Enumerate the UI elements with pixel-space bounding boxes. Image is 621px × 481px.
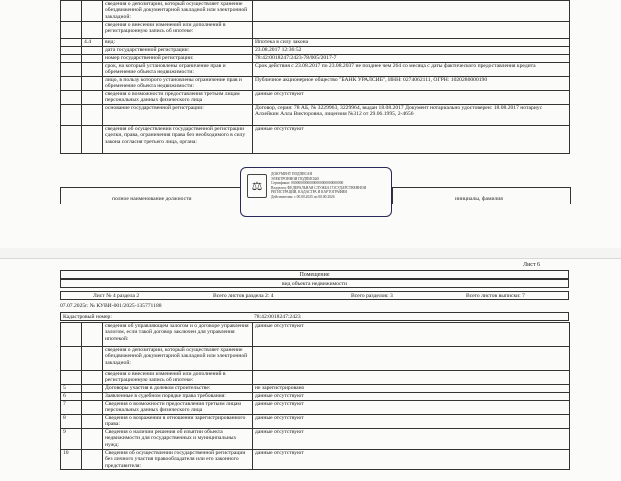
row-value: данные отсутствуют (253, 126, 570, 154)
row-subnumber (82, 385, 103, 393)
row-label: Сведения об осуществлении государственной регистрации без личного участия правообладателя или его законного представителя: (103, 450, 253, 470)
row-value (253, 1, 570, 22)
encumbrance-table-page2 (60, 322, 570, 470)
table-row (61, 22, 570, 39)
row-label: Договоры участия в долевом строительстве: (103, 385, 253, 393)
row-subnumber (82, 323, 103, 347)
table-row (61, 323, 570, 347)
row-number: 10 (61, 450, 82, 470)
name-caption: инициалы, фамилия (455, 196, 503, 202)
row-number (61, 1, 82, 22)
row-subnumber (82, 371, 103, 385)
table-row (61, 385, 570, 393)
row-label: сведения о депозитарии, который осуществляет хранение обездвиженной документарной закладной или электронной закладной: (103, 347, 253, 371)
row-number (61, 126, 82, 154)
row-label: лицо, в пользу которого установлены ограничение прав и обременение объекта недвижимости: (103, 77, 253, 91)
row-label: вид: (103, 39, 253, 47)
object-title: Помещение (60, 270, 569, 279)
row-subnumber (82, 55, 103, 63)
stamp-line: ЭЛЕКТРОННОЙ ПОДПИСЬЮ (271, 176, 320, 181)
row-number (61, 91, 82, 105)
row-number (61, 22, 82, 39)
table-row (61, 347, 570, 371)
stamp-line: РЕГИСТРАЦИИ, КАДАСТРА И КАРТОГРАФИИ (271, 190, 347, 195)
stamp-line: Действителен: с 00.00.2025 по 00.00.2026 (271, 194, 335, 199)
row-value: не зарегистрировано (253, 385, 570, 393)
stamp-line: Сертификат: 00000000000000000000000000000 (271, 181, 344, 186)
row-label: Сведения о возможности предоставления третьим лицам персональных данных физического лица (103, 401, 253, 415)
row-value: Ипотека в силу закона (253, 39, 570, 47)
row-value: данные отсутствуют (253, 91, 570, 105)
row-value: данные отсутствуют (253, 450, 570, 470)
row-label: сведения о внесении изменений или дополнений в регистрационную запись об ипотеке: (103, 371, 253, 385)
stamp-line: Владелец: ФЕДЕРАЛЬНАЯ СЛУЖБА ГОСУДАРСТВЕННОЙ (271, 185, 367, 190)
row-value (253, 22, 570, 39)
row-label: основание государственной регистрации: (103, 105, 253, 126)
row-value (253, 347, 570, 371)
row-value: 78:42:0018247:2423-78/005/2017-7 (253, 55, 570, 63)
row-value: Договор, серия: 78 АБ, № 3229963, 3229964, выдан 18.08.2017 Документ нотариально удостоверен: 18.08.2017 нотариус Алхейкин Алла Викторовна, лицензия №312 от 29.06.1995, 2-4656 (253, 105, 570, 126)
row-label: Заявленные в судебном порядке права требования: (103, 393, 253, 401)
table-row (61, 1, 570, 22)
table-row (61, 63, 570, 77)
table-row (61, 77, 570, 91)
row-value: Срок действия с 23.08.2017 по 23.08.2037 не позднее чем 264 со месяца с даты фактического предоставления кредита (253, 63, 570, 77)
cadastral-number: 78:42:0018247:2423 (254, 314, 301, 320)
sheet-info-row (60, 291, 569, 300)
object-subtitle: вид объекта недвижимости (60, 279, 569, 288)
page-number: Лист 6 (523, 262, 541, 268)
row-subnumber (82, 126, 103, 154)
table-row (61, 450, 570, 470)
row-label: номер государственной регистрации: (103, 55, 253, 63)
row-value: Публичное акционерное общество "БАНК УРАЛСИБ", ИНН: 0274062111, ОГРН: 1020280000190 (253, 77, 570, 91)
row-label: сведения об осуществлении государственной регистрации сделки, права, ограничения права без необходимого в силу закона согласия третьего лица, органа: (103, 126, 253, 154)
row-number: 8 (61, 415, 82, 429)
row-subnumber (82, 47, 103, 55)
row-value: данные отсутствуют (253, 393, 570, 401)
encumbrance-table-page1 (60, 0, 570, 154)
cadastral-row (60, 312, 569, 321)
table-row (61, 393, 570, 401)
row-value: данные отсутствуют (253, 415, 570, 429)
table-row (61, 55, 570, 63)
row-number (61, 105, 82, 126)
cadastral-label: Кадастровый номер: (63, 314, 112, 320)
total-sections: Всего разделов: 3 (351, 293, 393, 299)
row-subnumber (82, 77, 103, 91)
row-subnumber (82, 401, 103, 415)
row-value: 23.08.2017 12:36:52 (253, 47, 570, 55)
table-row (61, 39, 570, 47)
row-label: Сведения о возражении в отношении зарегистрированного права: (103, 415, 253, 429)
row-number: 6 (61, 393, 82, 401)
sheet-number: Лист № 4 раздела 2 (93, 293, 140, 299)
row-subnumber (82, 415, 103, 429)
row-number: 9 (61, 429, 82, 450)
coat-of-arms-icon: ⚖ (247, 174, 267, 198)
row-value (253, 371, 570, 385)
row-number (61, 77, 82, 91)
stamp-line: ДОКУМЕНТ ПОДПИСАН (271, 172, 313, 176)
table-row (61, 401, 570, 415)
total-sheets-section: Всего листов раздела 2: 4 (213, 293, 274, 299)
table-row (61, 371, 570, 385)
row-label: дата государственной регистрации: (103, 47, 253, 55)
row-label: сведения о внесении изменений или дополнений в регистрационную запись об ипотеке: (103, 22, 253, 39)
table-row (61, 415, 570, 429)
row-number: 7 (61, 401, 82, 415)
total-extract-sheets: Всего листов выписки: 7 (466, 293, 525, 299)
row-subnumber (82, 393, 103, 401)
row-value: данные отсутствуют (253, 323, 570, 347)
row-subnumber (82, 63, 103, 77)
table-row (61, 429, 570, 450)
row-number: 5 (61, 385, 82, 393)
row-number (61, 323, 82, 347)
row-subnumber (82, 1, 103, 22)
row-subnumber (82, 91, 103, 105)
row-subnumber (82, 22, 103, 39)
position-caption: полное наименование должности (112, 196, 192, 202)
row-label: сведения об управляющем залогом и о договоре управления залогом, если такой договор заключен для управления ипотекой: (103, 323, 253, 347)
row-subnumber (82, 347, 103, 371)
table-row (61, 91, 570, 105)
row-subnumber (82, 105, 103, 126)
row-label: сведения о возможности предоставления третьим лицам персональных данных физического лица (103, 91, 253, 105)
row-number (61, 47, 82, 55)
row-number (61, 55, 82, 63)
electronic-signature-stamp (240, 167, 392, 217)
table-row (61, 105, 570, 126)
row-label: Сведения о наличии решения об изъятии объекта недвижимости для государственных и муниципальных нужд: (103, 429, 253, 450)
row-number (61, 347, 82, 371)
row-subnumber (82, 429, 103, 450)
row-subnumber (82, 450, 103, 470)
table-row (61, 47, 570, 55)
table-row (61, 126, 570, 154)
row-label: срок, на который установлены ограничение прав и обременение объекта недвижимости: (103, 63, 253, 77)
row-subnumber: 4.4 (82, 39, 103, 47)
row-value: данные отсутствуют (253, 429, 570, 450)
extract-date-number: 07.07.2025г. № КУВИ-001/2025-135771188 (60, 303, 162, 309)
row-value: данные отсутствуют (253, 401, 570, 415)
row-label: сведения о депозитарии, который осуществляет хранение обездвиженной документарной закладной или электронной закладной: (103, 1, 253, 22)
row-number (61, 39, 82, 47)
row-number (61, 63, 82, 77)
row-number (61, 371, 82, 385)
